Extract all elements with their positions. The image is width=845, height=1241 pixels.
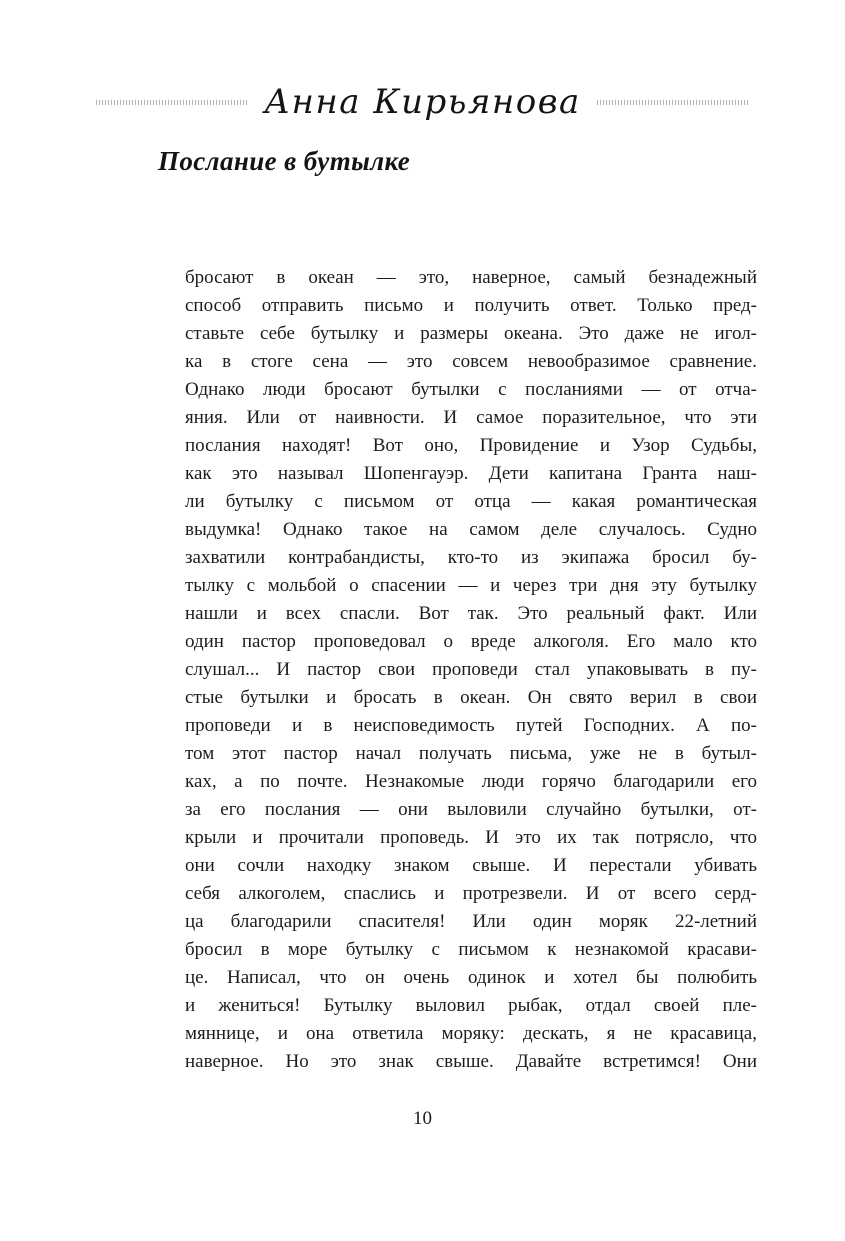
text-line: стые бутылки и бросать в океан. Он свято верил в свои [185,687,757,708]
text-line: мяннице, и она ответила моряку: дескать, я не красавица, [185,1023,757,1044]
text-line: выдумка! Однако такое на самом деле случалось. Судно [185,519,757,540]
ornament-line-left [96,100,248,105]
text-line: ка в стоге сена — это совсем невообразимое сравнение. [185,351,757,372]
text-line: себя алкоголем, спаслись и протрезвели. И от всего серд- [185,883,757,904]
text-line: ставьте себе бутылку и размеры океана. Это даже не игол- [185,323,757,344]
text-line: слушал... И пастор свои проповеди стал упаковывать в пу- [185,659,757,680]
text-line: бросил в море бутылку с письмом к незнакомой красави- [185,939,757,960]
running-head [0,82,845,122]
text-line: ках, а по почте. Незнакомые люди горячо благодарили его [185,771,757,792]
text-line: Однако люди бросают бутылки с посланиями — от отча- [185,379,757,400]
text-line: захватили контрабандисты, кто-то из экипажа бросил бу- [185,547,757,568]
chapter-title: Послание в бутылке [158,146,411,176]
text-line: наверное. Но это знак свыше. Давайте встретимся! Они [185,1051,757,1072]
text-line: бросают в океан — это, наверное, самый безнадежный [185,267,757,288]
text-line: ца благодарили спасителя! Или один моряк 22-летний [185,911,757,932]
ornament-line-right [597,100,749,105]
text-line: способ отправить письмо и получить ответ. Только пред- [185,295,757,316]
text-line: за его послания — они выловили случайно бутылки, от- [185,799,757,820]
body-text [185,264,757,1076]
text-line: ли бутылку с письмом от отца — какая романтическая [185,491,757,512]
text-line: как это называл Шопенгауэр. Дети капитана Гранта наш- [185,463,757,484]
page-number: 10 [413,1108,432,1129]
text-line: проповеди и в неисповедимость путей Господних. А по- [185,715,757,736]
text-line: они сочли находку знаком свыше. И перестали убивать [185,855,757,876]
text-line: том этот пастор начал получать письма, уже не в бутыл- [185,743,757,764]
author-name: Анна Кирьянова [264,82,581,122]
text-line: один пастор проповедовал о вреде алкоголя. Его мало кто [185,631,757,652]
text-line: це. Написал, что он очень одинок и хотел бы полюбить [185,967,757,988]
text-line: послания находят! Вот оно, Провидение и Узор Судьбы, [185,435,757,456]
text-line: крыли и прочитали проповедь. И это их так потрясло, что [185,827,757,848]
text-line: тылку с мольбой о спасении — и через три дня эту бутылку [185,575,757,596]
text-line: нашли и всех спасли. Вот так. Это реальный факт. Или [185,603,757,624]
text-line: яния. Или от наивности. И самое поразительное, что эти [185,407,757,428]
text-line: и жениться! Бутылку выловил рыбак, отдал своей пле- [185,995,757,1016]
